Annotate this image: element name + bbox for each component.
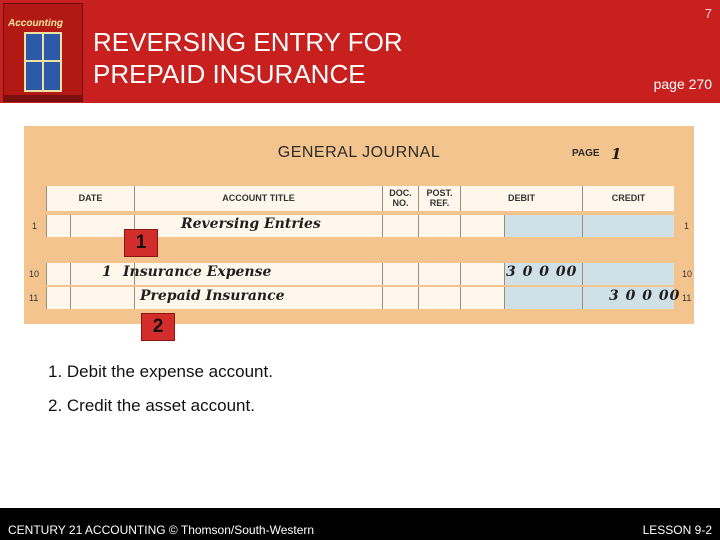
book-brand-text: Accounting xyxy=(8,18,63,29)
note-credit-asset: 2. Credit the asset account. xyxy=(48,396,255,415)
callout-badge-1: 1 xyxy=(124,229,158,257)
journal-header-row xyxy=(24,186,694,211)
line-number-left: 11 xyxy=(29,293,39,303)
general-journal xyxy=(24,126,694,324)
line-number-left: 1 xyxy=(32,221,38,231)
header-account-title: ACCOUNT TITLE xyxy=(134,186,382,211)
line-number-left: 10 xyxy=(29,269,40,279)
slide-header xyxy=(0,0,720,103)
line-number-right: 10 xyxy=(682,269,693,279)
header-date: DATE xyxy=(46,186,134,211)
page-reference: page 270 xyxy=(653,76,712,92)
journal-entry-account: Insurance Expense xyxy=(123,264,272,280)
journal-line-10 xyxy=(24,263,694,285)
journal-entry-credit: 3 0 0 00 xyxy=(609,288,681,304)
slide-number: 7 xyxy=(704,6,712,21)
header-doc-no: DOC. NO. xyxy=(382,186,418,211)
callout-badge-2: 2 xyxy=(141,313,175,341)
book-strip xyxy=(4,95,82,101)
journal-page-number: 1 xyxy=(611,145,622,163)
slide-footer xyxy=(0,508,720,540)
journal-entry-day: 1 xyxy=(102,264,112,280)
journal-entry-account: Prepaid Insurance xyxy=(140,288,285,304)
textbook-cover-image xyxy=(3,3,83,102)
journal-entry-debit: 3 0 0 00 xyxy=(506,264,578,280)
journal-title: GENERAL JOURNAL xyxy=(277,144,441,161)
book-window-graphic xyxy=(24,32,62,92)
journal-entry-account: Reversing Entries xyxy=(181,216,321,232)
footer-lesson: LESSON 9-2 xyxy=(642,523,712,537)
header-debit: DEBIT xyxy=(460,186,582,211)
journal-page-label: PAGE xyxy=(572,148,600,159)
header-credit: CREDIT xyxy=(582,186,674,211)
footer-copyright: CENTURY 21 ACCOUNTING © Thomson/South-Western xyxy=(8,523,315,537)
journal-line-11 xyxy=(24,287,694,309)
line-number-right: 1 xyxy=(684,221,690,231)
note-debit-expense: 1. Debit the expense account. xyxy=(48,362,273,381)
line-number-right: 11 xyxy=(682,293,692,303)
slide-title: REVERSING ENTRY FOR PREPAID INSURANCE xyxy=(93,27,403,89)
header-post-ref: POST. REF. xyxy=(418,186,460,211)
